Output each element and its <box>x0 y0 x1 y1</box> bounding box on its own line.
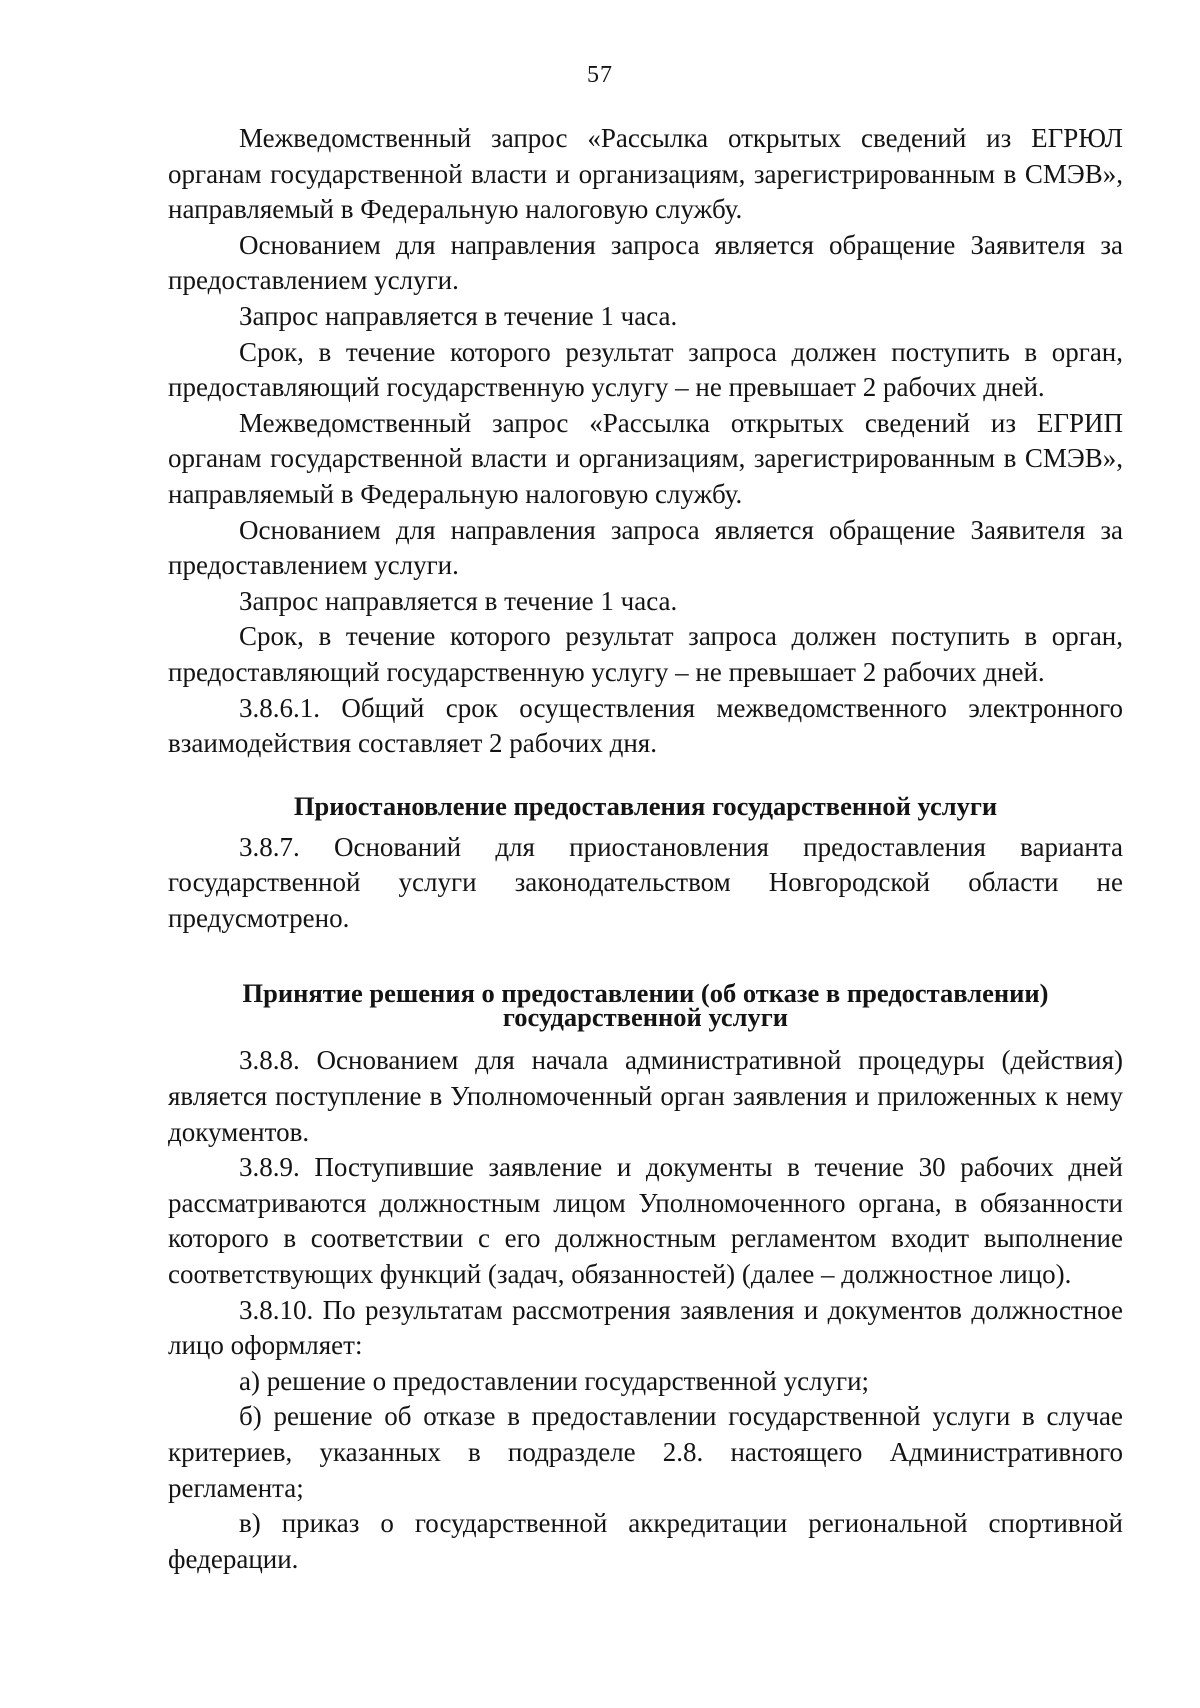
document-body <box>168 121 1123 1577</box>
section-spacer <box>168 936 1123 981</box>
section-heading-suspension: Приостановление предоставления государственной услуги <box>293 790 998 821</box>
paragraph-request-basis: Основанием для направления запроса является обращение Заявителя за предоставлением услуги. <box>168 229 1123 296</box>
paragraph-egrip-request: Межведомственный запрос «Рассылка открытых сведений из ЕГРИП органам государственной власти и организациям, зарегистрированным в СМЭВ», направляемый в Федеральную налоговую службу. <box>168 407 1123 509</box>
paragraph-egrul-request: Межведомственный запрос «Рассылка открытых сведений из ЕГРЮЛ органам государственной власти и организациям, зарегистрированным в СМЭВ», направляемый в Федеральную налоговую службу. <box>168 123 1123 225</box>
paragraph-3-8-6-1: 3.8.6.1. Общий срок осуществления межведомственного электронного взаимодействия составляет 2 рабочих дня. <box>168 692 1123 759</box>
paragraph-3-8-9: 3.8.9. Поступившие заявление и документы в течение 30 рабочих дней рассматриваются должностным лицом Уполномоченного органа, в обязанности которого в соответствии с его должностным регламентом входит выполнение соответствующих функций (задач, обязанностей) (далее – должностное лицо). <box>168 1152 1123 1290</box>
paragraph-response-deadline: Срок, в течение которого результат запроса должен поступить в орган, предоставляющий государственную услугу – не превышает 2 рабочих дней. <box>168 336 1123 403</box>
paragraph-request-basis: Основанием для направления запроса является обращение Заявителя за предоставлением услуги. <box>168 514 1123 581</box>
heading-line: государственной услуги <box>502 1002 789 1033</box>
paragraph-response-deadline: Срок, в течение которого результат запроса должен поступить в орган, предоставляющий государственную услугу – не превышает 2 рабочих дней. <box>168 621 1123 687</box>
paragraph-3-8-10: 3.8.10. По результатам рассмотрения заявления и документов должностное лицо оформляет: <box>168 1294 1123 1361</box>
heading-line: Принятие решения о предоставлении (об отказе в предоставлении) <box>242 978 1049 1009</box>
list-item-a: а) решение о предоставлении государственной услуги; <box>239 1365 870 1396</box>
paragraph-request-timing: Запрос направляется в течение 1 часа. <box>239 300 678 331</box>
paragraph-3-8-8: 3.8.8. Основанием для начала административной процедуры (действия) является поступление в Уполномоченный орган заявления и приложенных к нему документов. <box>168 1045 1123 1147</box>
paragraph-3-8-7: 3.8.7. Оснований для приостановления предоставления варианта государственной услуги законодательством Новгородской области не предусмотрено. <box>168 831 1123 933</box>
paragraph-request-timing: Запрос направляется в течение 1 часа. <box>239 585 678 616</box>
section-heading-decision <box>168 978 1123 1043</box>
list-item-c: в) приказ о государственной аккредитации региональной спортивной федерации. <box>168 1508 1123 1574</box>
list-item-b: б) решение об отказе в предоставлении государственной услуги в случае критериев, указанных в подразделе 2.8. настоящего Административного регламента; <box>168 1401 1123 1503</box>
section-spacer <box>168 762 1123 794</box>
page-number: 57 <box>587 62 613 88</box>
